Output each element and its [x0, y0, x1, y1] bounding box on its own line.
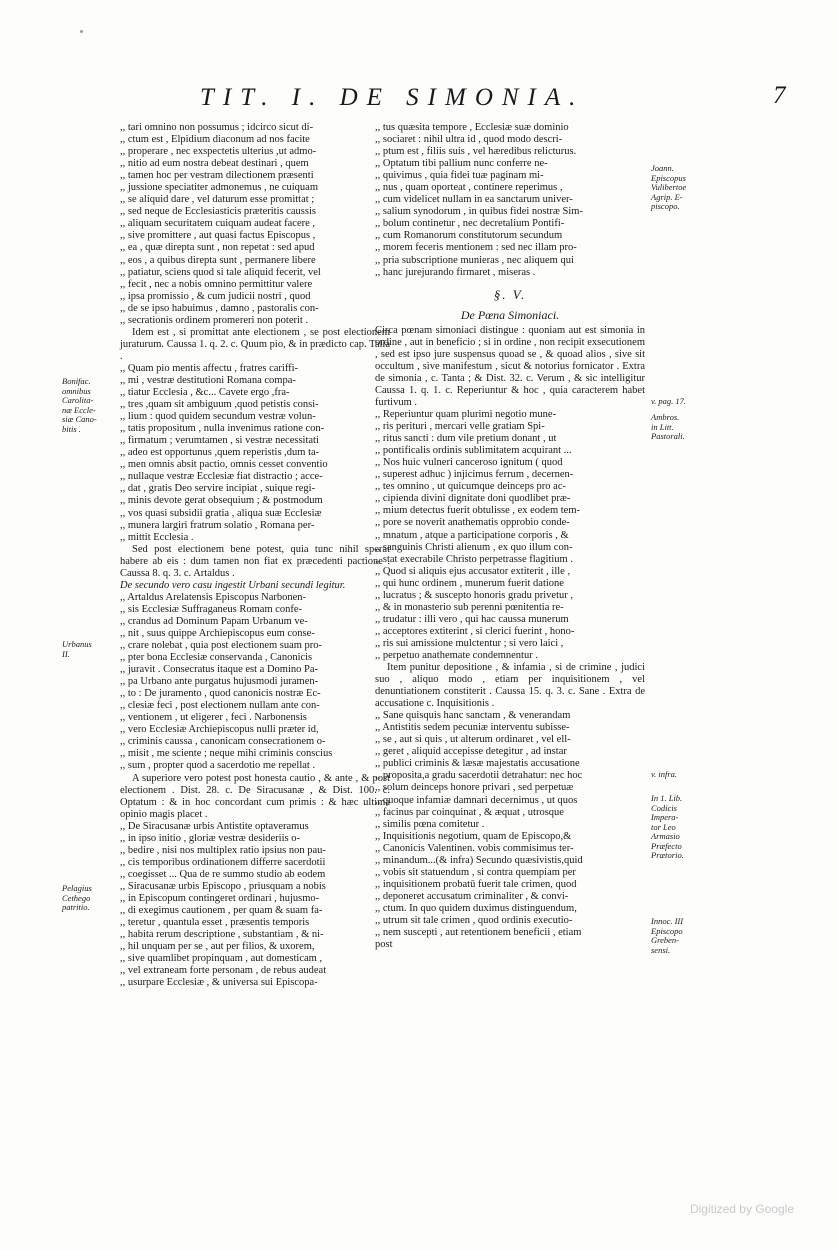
paragraph: ,, tari omnino non possumus ; idcirco sicut di- ,, ctum est , Elpidium diaconum ad nos facite ,, properare , nec exspectetis ulterius ,ut admo- ,, nitio ad eum nostra debeat destinari , quem ,, tamen hoc per vestram dilectionem præsenti ,, jussione speciatiter admonemus , ne cuiquam ,, se aliquid dare , vel daturum esse promittat ; ,, sed neque de Ecclesiasticis præteritis caussis ,, aliquam securitatem cuiquam audeat facere , ,, sive promittere , aut quasi factus Episcopus , ,, ea , quæ direpta sunt , non repetat : sed apud ,, eos , a quibus direpta sunt , permanere libere ,, patiatur, sciens quod si tale aliquid fecerit, vel ,, fecit , nec a nobis omnino permittitur valere ,, ipsa promissio , & cum judicii nostri , quod ,, de se ipso habuimus , damno , pastoralis con- ,, secrationis ordinem promereri non poterit .: [120, 122, 321, 326]
paragraph: ,, tus quæsita tempore , Ecclesiæ suæ dominio ,, sociaret : nihil ultra id , quod modo descri- ,, ptum est , filiis suis , vel hæredibus relicturus. ,, Optatum tibi pallium nunc conferre ne- ,, quivimus , quia fidei tuæ paginam mi- ,, nus , quam oporteat , continere reperimus , ,, cum videlicet nullam in ea sanctarum univer- ,, salium synodorum , in quibus fidei nostræ Sim- ,, bolum continetur , nec decretalium Pontifi- ,, cum Romanorum constitutorum secundum ,, morem feceris mentionem : sed nec illam pro- ,, pria subscriptione munieras , nec aliquem qui ,, hanc jurejurando firmaret , miseras .: [375, 122, 583, 278]
digitization-watermark: Digitized by Google: [689, 1202, 794, 1216]
margin-note-pelagius: Pelagius Cethego patritio.: [62, 883, 92, 912]
margin-note-joann: Joann. Episcopus Vulibertoe Agrip. E- piscopo.: [651, 163, 687, 211]
paragraph: ,, Reperiuntur quam plurimi negotio mune- ,, ris perituri , mercari velle gratiam Spi- ,, ritus sancti : dum vile pretium donant , ut ,, pontificalis ordinis sublimitatem acquirant ... ,, Nos huic vulneri canceroso ignitum ( quod ,, superest adhuc ) injicimus ferrum , decernen- ,, tes omnino , ut quicumque deinceps pro ac- ,, cipienda divini dignitate doni quodlibet præ- ,, mium detectus fuerit obtulisse , ex eodem tem- ,, pore se noverit anathematis opprobio conde- ,, mnatum , atque a participatione corporis , & ,, sanguinis Christi alienum , ex quo illum con- ,, stat execrabile Christo perpetrasse flagitium . ,, Quod si aliquis ejus accusator extiterit , ille , ,, qui hunc ordinem , munerum fuerit datione ,, lucratus ; & suscepto honoris gradu privetur , ,, & in monasterio sub perenni pœnitentia re- ,, trudatur : illi vero , qui hac caussa munerum ,, acceptores extiterint , si clerici fuerint , hono- ,, ris sui amissione mulctentur ; si vero laici , ,, perpetuo anathemate condemnentur .: [375, 409, 580, 661]
right-column: [375, 122, 645, 951]
paragraph: Circa pœnam simoniaci distingue : quoniam aut est simonia in ordine , aut in beneficio ; si in ordine , non recipit exsecutionem , sed est ipso jure suspensus quoad se , & quoad alios , sive sit occultum , sive manifestum , sicut & notorius fornicator . Extra de simonia , c. Tanta ; & Dist. 32. c. Verum , & sic intelligitur Caussa 1. q. 1. c. Reperiuntur & hoc , quia caracterem habet furtivum .: [375, 324, 645, 408]
running-title: TIT. I. DE SIMONIA.: [200, 84, 585, 111]
paragraph: Item punitur depositione , & infamia , si de crimine , judici suo , aliquo modo , etiam per inquisitionem , vel denuntiationem constiterit . Caussa 15. q. 3. c. Sane . Extra de accusatione c. Inquisitionis .: [375, 662, 645, 710]
paragraph: ,, Quam pio mentis affectu , fratres cariffi- ,, mi , vestræ destitutioni Romana compa- ,, tiatur Ecclesia , &c... Cavete ergo ,fra- ,, tres ,quam sit ambiguum ,quod petistis consi- ,, lium : quod quidem secundum vestræ volun- ,, tatis propositum , nulla invenimus ratione con- ,, firmatum ; verumtamen , si vestræ necessitati ,, adeo est opportunus ,quem reperistis ,dum ta- ,, men omnis absit pactio, omnis cesset conventio ,, nullaque vestræ Ecclesiæ fiat distractio ; acce- ,, dat , gratis Deo servire incipiat , suique regi- ,, minis devote gerat obsequium ; & postmodum ,, vos quasi subsidii gratia , aliqua suæ Ecclesiæ ,, munera largiri fratrum solatio , Romana per- ,, mittit Ecclesia .: [120, 362, 328, 543]
margin-note-urbanus: Urbanus II.: [62, 639, 92, 659]
margin-note-vpag: v. pag. 17.: [651, 396, 687, 406]
paragraph: ,, Artaldus Arelatensis Episcopus Narbonen- ,, sis Ecclesiæ Suffraganeus Romam confe- ,, crandus ad Dominum Papam Urbanum ve- ,, nit , suus quippe Archiepiscopus eum conse- ,, crare nolebat , quia post electionem suam pro- ,, pter bona Ecclesiæ conservanda , Canonicis ,, juravit . Consecratus itaque est a Domino Pa- ,, pa Urbano ante purgatus hujusmodi juramen- ,, to : De juramento , quod canonicis nostræ Ec- ,, clesiæ feci , post electionem nullam ante con- ,, ventionem , ut eligerer , feci . Narbonensis ,, vero Ecclesiæ Archiepiscopus nulli præter id, ,, criminis caussa , canonicam consecrationem o- ,, misit , me sciente ; neque mihi criminis conscius ,, sum , propter quod a sacerdotio me repellat .: [120, 591, 333, 772]
margin-note-vinfra: v. infra.: [651, 769, 678, 779]
paragraph: A superiore vero potest post honesta cautio , & ante , & post electionem . Dist. 28. c. De Siracusanæ , & Dist. 100. c. Optatum : & in hoc concordant cum primis : & hæc ultima opinio magis placet .: [120, 772, 390, 820]
paragraph: Sed post electionem bene potest, quia tunc nihil sperat habere ab eis : dum tamen non fiat ex præcedenti pactione . Caussa 8. q. 3. c. Artaldus .: [120, 543, 390, 579]
page-header: [0, 84, 838, 114]
margin-note-ambros: Ambros. in Litt. Pastorali.: [651, 412, 685, 441]
section-title: De Pœna Simoniaci.: [460, 307, 560, 322]
margin-note-bonifac: Bonifac. omnibus Carolita- næ Eccle- siæ Cano- bitis .: [62, 376, 97, 434]
paragraph: Idem est , si promittat ante electionem , se post electionem juraturum. Caussa 1. q. 2. c. Quum pio, & in prædicto cap. Talia .: [120, 326, 390, 362]
paragraph: ,, De Siracusanæ urbis Antistite optaveramus ,, in ipso initio , gloriæ vestræ desideriis o- ,, bedire , nisi nos multiplex ratio ipsius non pau- ,, cis temporibus ordinationem differre sacerdotii ,, coegisset ... Qua de re summo studio ab eodem ,, Siracusanæ urbis Episcopo , priusquam a nobis ,, in Episcopum contingeret ordinari , hujusmo- ,, di exegimus cautionem , per quam & suam fa- ,, teretur , quantula esset , præsentis temporis ,, habita rerum descriptione , substantiam , & ni- ,, hil unquam per se , aut per filios, & uxorem, ,, sive quamlibet propinquam , aut domesticam , ,, vel extraneam forte personam , de rebus audeat ,, usurpare Ecclesiæ , & universa sui Episcopa-: [120, 820, 327, 989]
margin-note-innoc: Innoc. III Episcopo Greben- sensi.: [651, 916, 684, 955]
paragraph: ,, Sane quisquis hanc sanctam , & venerandam ,, Antistitis sedem pecuniæ interventu subisse- ,, se , aut si quis , ut alterum ordinaret , vel ell- ,, geret , aliquid accepisse detegitur , ad instar ,, publici criminis & læsæ majestatis accusatione ,, proposita,a gradu sacerdotii detrahatur: nec hoc ,, solum deinceps honore privari , sed perpetuæ ,, quoque infamiæ damnari decernimus , ut quos ,, facinus par coinquinat , & æquat , utrosque ,, similis pœna comitetur .: [375, 710, 583, 830]
page-number: 7: [773, 82, 786, 109]
left-column: [120, 122, 390, 989]
subheading: De secundo vero casu ingestit Urbani secundi legitur.: [120, 579, 346, 591]
margin-note-leo: In 1. Lib. Codicis Impera- tor Leo Armasio Præfecto Prætorio.: [651, 793, 684, 860]
ink-dot: [80, 30, 83, 33]
section-number: §. V.: [493, 286, 527, 302]
paragraph: ,, Inquisitionis negotium, quam de Episcopo,& ,, Canonicis Valentinen. vobis commisimus ter- ,, minandum...(& infra) Secundo quæsivistis,quid ,, vobis sit statuendum , si contra quempiam per ,, inquisitionem probatū fuerit tale crimen, quod ,, deponeret accusatum criminaliter , & convi- ,, ctum. In quo quidem duximus distinguendum, ,, utrum sit tale crimen , quod ordinis executio- ,, nem suscepti , aut retentionem beneficii , etiam post: [375, 830, 583, 951]
